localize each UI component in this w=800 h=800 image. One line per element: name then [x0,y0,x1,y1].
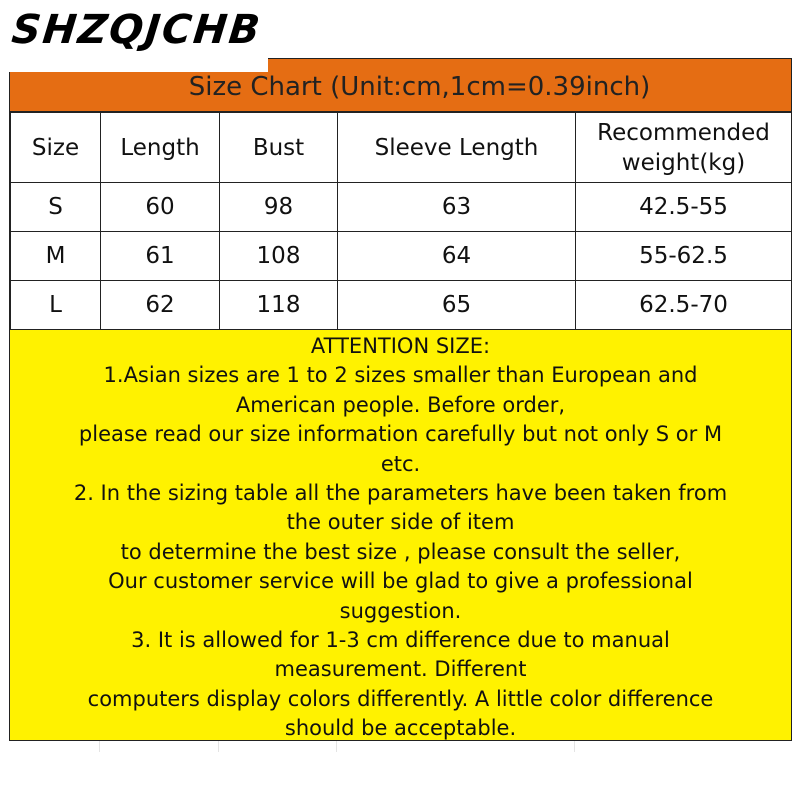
header-size: Size [11,113,101,183]
attention-line: measurement. Different [274,657,527,682]
attention-notice [10,329,791,740]
size-chart [9,58,792,741]
cell-bust: 98 [220,183,338,232]
attention-text [10,330,791,744]
cell-size: S [11,183,101,232]
header-weight-line2: weight(kg) [621,149,746,176]
attention-line: please read our size information carefully but not only S or M [78,422,723,447]
cell-length: 61 [101,232,220,281]
cell-length: 60 [101,183,220,232]
cell-sleeve-length: 64 [338,232,576,281]
attention-line: suggestion. [339,598,462,623]
size-chart-title: Size Chart (Unit:cm,1cm=0.39inch) [188,72,651,102]
cell-weight: 62.5-70 [576,281,792,330]
cell-size: M [11,232,101,281]
attention-line: 2. In the sizing table all the parameters have been taken from [73,481,728,506]
table-header-row [11,113,792,183]
cell-bust: 108 [220,232,338,281]
attention-line: 1.Asian sizes are 1 to 2 sizes smaller than European and [103,363,698,388]
size-table [10,112,792,330]
attention-line: the outer side of item [286,510,515,535]
cell-sleeve-length: 63 [338,183,576,232]
attention-line: American people. Before order, [235,392,566,417]
header-bust: Bust [220,113,338,183]
brand-logo [0,0,268,72]
cell-length: 62 [101,281,220,330]
attention-line: computers display colors differently. A little color difference [87,686,714,711]
table-row [11,183,792,232]
table-row [11,281,792,330]
cell-weight: 42.5-55 [576,183,792,232]
attention-line: Our customer service will be glad to give a professional [108,569,693,594]
brand-name: SHZQJCHB [9,7,264,53]
attention-line: should be acceptable. [284,716,517,741]
header-weight-line1: Recommended [597,119,770,146]
cell-weight: 55-62.5 [576,232,792,281]
attention-line: to determine the best size , please consult the seller, [120,539,681,564]
attention-heading: ATTENTION SIZE: [310,334,491,358]
table-row [11,232,792,281]
header-sleeve-length: Sleeve Length [338,113,576,183]
attention-line: 3. It is allowed for 1-3 cm difference due to manual [131,628,670,653]
cell-sleeve-length: 65 [338,281,576,330]
header-recommended-weight [576,113,792,183]
header-length: Length [101,113,220,183]
attention-line: etc. [380,451,421,476]
cell-bust: 118 [220,281,338,330]
cell-size: L [11,281,101,330]
